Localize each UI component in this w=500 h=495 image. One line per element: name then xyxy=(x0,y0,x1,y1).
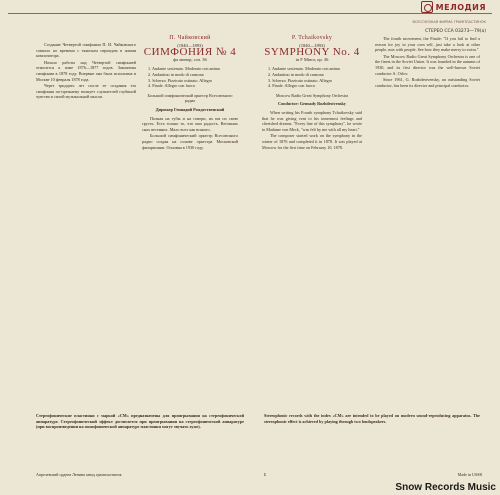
movement-item: 4. Finale. Allegro con fuoco xyxy=(268,83,315,89)
ru-intro-paragraph: Через тридцать лет после ее создания эта симфония по-прежнему волнует слушателей глубиной чувства и силой музыкальной мысли. xyxy=(36,83,136,100)
ru-key: фа минор, соч. 36 xyxy=(173,56,207,62)
ru-composer: П. Чайковский xyxy=(169,35,211,41)
en-orchestra: Moscow Radio Great Symphony Orchestra xyxy=(275,92,349,98)
header-rule xyxy=(8,13,492,14)
ru-intro-paragraph: Начало работы над Четвертой симфонией относится к зиме 1876—1877 годов. Закончена симфония в 1878 году. Впервые она была исполнена в Москве 10 февраля 1878 года. xyxy=(36,59,136,82)
en-body-paragraph: The fourth movement, the Finale: "If you fail to find a reason for joy in your own self, just take a look at other people, mix with people. See how they make merry to swim." xyxy=(375,36,480,53)
movement-item: 1. Andante sostenuto. Moderato con anima xyxy=(268,66,340,72)
en-movements xyxy=(268,66,362,88)
stereo-notice-ru: Стереофонические пластинки с маркой «СМ» предназначены для проигрывания на стереофонической аппаратуре. Стереофонический эффект достигается при проигрывании на стереофонической аппаратуре (при воспроизведении на монофонической аппаратуре пластинки могут звучать хуже). xyxy=(36,413,244,430)
ru-heading-column xyxy=(142,36,238,151)
movement-item: 3. Scherzo. Pizzicato ostinato. Allegro xyxy=(148,77,213,83)
melodiya-logo-icon xyxy=(421,1,433,13)
ru-body-paragraph: Полная на губы и на говори, их им по свою грусть. Есть только то, что они радость. Весенних снах весенних. Мало всех как всякого. xyxy=(142,115,238,132)
en-key: in F Minor, op. 36 xyxy=(295,56,329,62)
ru-body-paragraph: Большой симфонический оркестр Всесоюзного радио создан на основе оркестра Московской филармонии. Основан в 1930 году. xyxy=(142,133,238,150)
en-heading xyxy=(262,36,362,62)
footer-letter: Б xyxy=(264,472,267,477)
stereo-notice-en: Stereophonic records with the index «СМ» are intended to be played on modern sound-reproducing apparatus. The stereophonic effect is achieved by playing through two loudspeakers. xyxy=(264,413,480,424)
watermark: Snow Records Music xyxy=(395,482,496,493)
movement-item: 1. Andante sostenuto. Moderato con anima xyxy=(148,66,220,72)
ru-years: (1840—1893) xyxy=(177,42,203,48)
en-body-column xyxy=(375,36,480,89)
catalog-number: СТЕРЕО ССА 03273—79(a) xyxy=(425,29,486,34)
en-body-paragraph: The composer started work on the symphony in the winter of 1876 and completed it in 1878. It was played at Moscow for the first time on February 10, 1878. xyxy=(262,133,362,150)
ru-conductor: Дирижер Геннадий Рождественский xyxy=(155,106,225,112)
logo-text: МЕЛОДИЯ xyxy=(435,2,486,12)
ru-intro-column xyxy=(36,42,136,101)
logo-subtitle: ВСЕСОЮЗНАЯ ФИРМА ГРАМПЛАСТИНОК xyxy=(412,20,486,24)
en-title: SYMPHONY No. 4 xyxy=(264,46,360,59)
ru-movements xyxy=(148,66,238,88)
movement-item: 4. Finale. Allegro con fuoco xyxy=(148,83,195,89)
movement-item: 2. Andantino in modo di canzona xyxy=(268,71,324,77)
en-years: (1840—1893) xyxy=(299,42,325,48)
movement-item: 2. Andantino in modo di canzona xyxy=(148,71,204,77)
en-conductor: Conductor: Gennady Rozhdestvensky xyxy=(278,101,346,107)
top-banner xyxy=(0,0,500,18)
ru-intro-paragraph: Создание Четвертой симфонии П. И. Чайковского совпало по времени с тяжелым периодом в жизни композитора. xyxy=(36,42,136,59)
movement-item: 3. Scherzo. Pizzicato ostinato. Allegro xyxy=(268,77,333,83)
footer-origin: Made in USSR xyxy=(457,472,482,477)
ru-orchestra: Большой симфонический оркестр Всесоюзного радио xyxy=(147,92,233,104)
label-logo xyxy=(421,1,486,13)
en-composer: P. Tchaikovsky xyxy=(291,35,333,41)
footer-plant: Апрелевский ордена Ленина завод грампластинок xyxy=(36,472,122,477)
en-body-paragraph: Since 1961, G. Rozhdestvensky, an outstanding Soviet conductor, has been its director and principal conductor. xyxy=(375,77,480,88)
en-heading-column xyxy=(262,36,362,151)
ru-heading xyxy=(142,36,238,62)
footer xyxy=(36,472,482,482)
en-body-paragraph: When writing his Fourth symphony Tchaikovsky said that he was giving vent to his innermost feelings and cherished dreams. "Every line of this symphony", he wrote to Madame von Meck, "was felt by me with all my heart." xyxy=(262,109,362,132)
en-body-paragraph: The Moscow Radio Great Symphony Orchestra is one of the finest in the Soviet Union. It was founded in the autumn of 1930, and its first director was the well-known Soviet conductor A. Orlov. xyxy=(375,53,480,76)
ru-title: СИМФОНИЯ № 4 xyxy=(143,46,237,59)
